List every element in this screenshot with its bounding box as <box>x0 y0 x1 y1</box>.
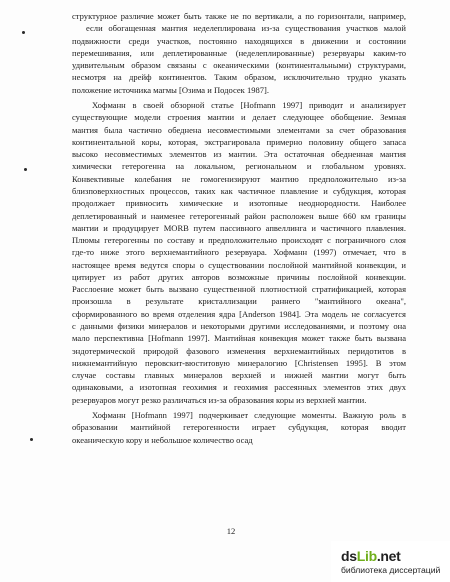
text-line: образовании мантийной гетерогенности играет субдукция, которая вводит <box>72 422 406 433</box>
margin-dot <box>22 31 25 34</box>
margin-dot <box>30 438 33 441</box>
logo-part-net: .net <box>376 548 401 564</box>
page-number: 12 <box>226 526 236 536</box>
text-line: несмотря на дрейф континентов. Таким образом, исключительно трудно указать <box>72 72 406 83</box>
text-line: химически гетерогенна на локальном, региональном и глобальном уровнях. <box>72 161 406 172</box>
text-line: с данными физики минералов и некоторыми другими исследованиями, и поэтому она <box>72 321 406 332</box>
text-line: структурное различие может быть также не по вертикали, а по горизонтали, например, <box>72 11 406 21</box>
text-line: перемешивания, или деплетированные (неделеплированные) резервуары каким-то <box>72 47 406 58</box>
text-line: деплетированный и наименее гетерогенный район расположен выше 660 км границы <box>72 210 406 221</box>
text-line: Плюмы гетерогенны по составу и предположительно происходят с пограничного слоя <box>72 235 406 246</box>
text-line: мантия была частично обеднена несовместимыми элементами за счет образования <box>72 124 406 135</box>
text-line: высоко несовместимых элементов из мантии. Эта остаточная обедненная мантия <box>72 149 406 160</box>
text-line: мало перспективна [Hofmann 1997]. Мантийная конвекция может также быть вызвана <box>72 333 406 344</box>
text-line: произошла в результате кристаллизации раннего "мантийного океана", <box>72 296 406 307</box>
text-line: близповерхностных процессов, таких как частичное плавление и субдукция, которая <box>72 185 406 196</box>
text-line: положение источника магмы [Озима и Подосек 1987]. <box>72 84 270 95</box>
text-line: эндотермической природой фазового изменения верхнемантийных перидотитов в <box>72 345 406 356</box>
text-line: мантии и продуцирует MORB путем пассивного апвеллинга и частичного плавления. <box>72 222 406 233</box>
watermark-logo <box>341 548 401 564</box>
text-line: Конвективные колебания не гомогенизируют мантию предположительно из-за <box>72 173 406 184</box>
text-line: сформированного во время отделения ядра [Anderson 1984]. Эта модель не согласуется <box>72 308 406 319</box>
text-line: случае составы главных минералов верхней и нижней мантии могут быть <box>72 370 406 381</box>
text-line: резервуаров могут резко различаться из-за образования коры из верхней мантии. <box>72 394 367 405</box>
text-line: Расслоение может быть вызвано существенной плотностной стратификацией, которая <box>72 284 406 295</box>
text-line: цитирует из работ других авторов возможные причины послойной конвекции. <box>72 271 406 282</box>
text-line: продолжает привносить химические и изотопные неоднородности. Наиболее <box>72 198 406 209</box>
text-line: где-то ниже этого верхнемантийного резервуара. Хофманн (1997) отмечает, что в <box>72 247 406 258</box>
text-line: одинаковыми, а изотопная геохимия и геохимия рассеянных элементов этих двух <box>72 382 406 393</box>
logo-part-ds: ds <box>341 548 357 564</box>
watermark[interactable] <box>331 541 450 582</box>
logo-part-lib: Lib <box>356 548 377 564</box>
text-line: если обогащенная мантия неделеплирована из-за существования участков малой <box>86 23 406 34</box>
text-line: настоящее время ведутся споры о существовании послойной мантийной конвекции, и <box>72 259 406 270</box>
text-line: подвижности среди участков, постоянно находящихся в движении и состоянии <box>72 35 406 46</box>
text-line: континентальной коры, которая, экстрагировала примерно половину общего запаса <box>72 136 406 147</box>
text-line: существующие модели строения мантии и делает следующее обобщение. Земная <box>72 112 406 123</box>
text-line: океаническую кору и небольшое количество осад <box>72 434 253 445</box>
text-line: удивительным образом связаны с океаническими (континентальными) структурами, <box>72 60 406 71</box>
watermark-caption: библиотека диссертаций <box>341 565 441 575</box>
text-line: нижнемантийную перовскит-вюститовую минералогию [Christensen 1995]. В этом <box>72 357 406 368</box>
margin-dot <box>24 168 27 171</box>
text-line: Хофманн в своей обзорной статье [Hofmann 1997] приводит и анализирует <box>92 99 406 110</box>
body-text <box>72 10 406 446</box>
text-line: Хофманн [Hofmann 1997] подчеркивает следующие моменты. Важную роль в <box>92 410 406 420</box>
